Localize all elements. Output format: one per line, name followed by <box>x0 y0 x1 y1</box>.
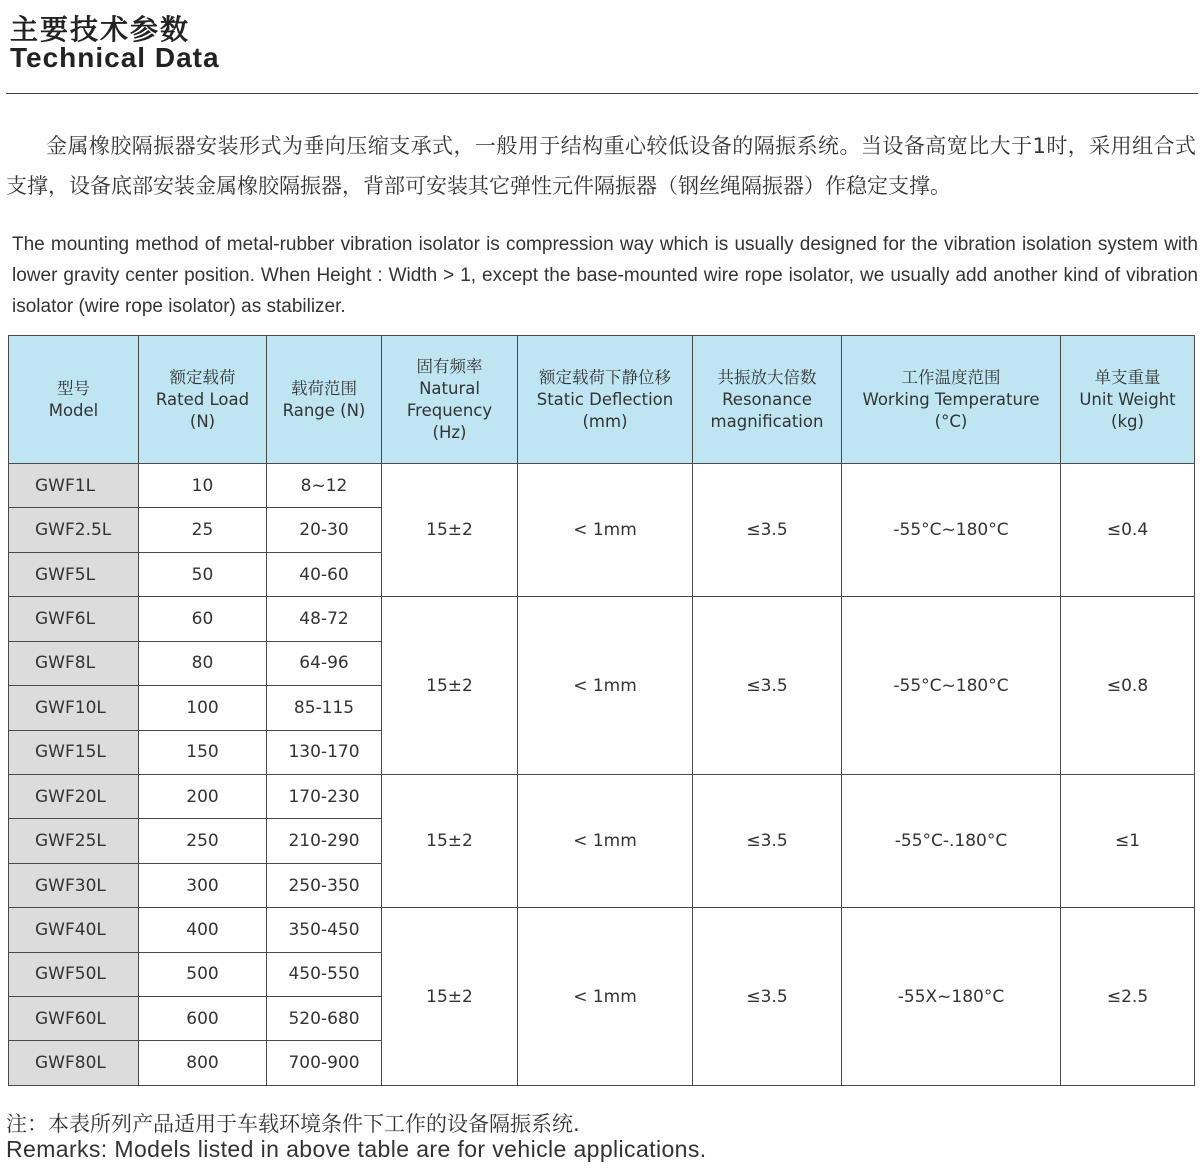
model-cell: GWF1L <box>9 464 139 508</box>
header-weight-en: Unit Weight <box>1079 389 1176 409</box>
header-model-en: Model <box>48 400 99 420</box>
header-frequency-en-2: Frequency <box>406 400 493 420</box>
header-weight-zh: 单支重量 <box>1094 367 1161 387</box>
rated-load-cell: 60 <box>139 597 267 641</box>
technical-data-table <box>8 335 1195 1086</box>
header-temperature-en: Working Temperature <box>862 389 1040 409</box>
rated-load-cell: 80 <box>139 641 267 685</box>
title-divider <box>6 93 1198 94</box>
range-cell: 48-72 <box>267 597 382 641</box>
table-row <box>9 597 1195 641</box>
deflection-cell: < 1mm <box>518 464 693 597</box>
model-cell: GWF25L <box>9 819 139 863</box>
temperature-cell: -55°C~180°C <box>842 597 1061 775</box>
deflection-cell: < 1mm <box>518 597 693 775</box>
rated-load-cell: 200 <box>139 774 267 818</box>
header-frequency-zh: 固有频率 <box>416 356 483 376</box>
frequency-cell: 15±2 <box>382 597 518 775</box>
model-cell: GWF50L <box>9 952 139 996</box>
header-deflection <box>518 336 693 464</box>
header-rated-load <box>139 336 267 464</box>
range-cell: 85-115 <box>267 686 382 730</box>
rated-load-cell: 300 <box>139 863 267 907</box>
header-resonance-en-2: magnification <box>710 411 824 431</box>
header-range-en: Range (N) <box>282 400 366 420</box>
resonance-cell: ≤3.5 <box>693 774 842 907</box>
header-frequency-en-1: Natural <box>419 378 480 398</box>
page-title-chinese: 主要技术参数 <box>10 13 191 46</box>
temperature-cell: -55°C-.180°C <box>842 774 1061 907</box>
range-cell: 8~12 <box>267 464 382 508</box>
resonance-cell: ≤3.5 <box>693 597 842 775</box>
header-frequency <box>382 336 518 464</box>
table-row <box>9 464 1195 508</box>
model-cell: GWF60L <box>9 997 139 1041</box>
weight-cell: ≤1 <box>1061 774 1195 907</box>
rated-load-cell: 600 <box>139 997 267 1041</box>
rated-load-cell: 10 <box>139 464 267 508</box>
resonance-cell: ≤3.5 <box>693 464 842 597</box>
range-cell: 700-900 <box>267 1041 382 1086</box>
table-row <box>9 774 1195 818</box>
intro-paragraph-chinese: 金属橡胶隔振器安装形式为垂向压缩支承式，一般用于结构重心较低设备的隔振系统。当设备高宽比大于1时，采用组合式 支撑，设备底部安装金属橡胶隔振器，背部可安装其它弹性元件隔振器（钢丝绳隔振器）作稳定支撑。 <box>6 134 1196 198</box>
range-cell: 450-550 <box>267 952 382 996</box>
model-cell: GWF30L <box>9 863 139 907</box>
rated-load-cell: 25 <box>139 508 267 552</box>
deflection-cell: < 1mm <box>518 774 693 907</box>
range-cell: 350-450 <box>267 908 382 952</box>
header-weight-unit: (kg) <box>1111 411 1144 431</box>
rated-load-cell: 500 <box>139 952 267 996</box>
page-title-english: Technical Data <box>10 42 220 73</box>
model-cell: GWF80L <box>9 1041 139 1086</box>
rated-load-cell: 150 <box>139 730 267 774</box>
remarks-chinese: 注：本表所列产品适用于车载环境条件下工作的设备隔振系统. <box>6 1112 580 1136</box>
header-rated-load-en: Rated Load <box>155 389 250 409</box>
weight-cell: ≤2.5 <box>1061 908 1195 1086</box>
header-temperature <box>842 336 1061 464</box>
frequency-cell: 15±2 <box>382 774 518 907</box>
frequency-cell: 15±2 <box>382 908 518 1086</box>
header-range-zh: 载荷范围 <box>291 378 357 398</box>
temperature-cell: -55X~180°C <box>842 908 1061 1086</box>
header-temperature-unit: (°C) <box>934 411 968 431</box>
header-weight <box>1061 336 1195 464</box>
model-cell: GWF2.5L <box>9 508 139 552</box>
intro-paragraph-english: The mounting method of metal-rubber vibration isolator is compression way which is usually designed for the vibration isolation system with lower gravity center position. When Height : Width > 1, except the base-mounted wire rope isolator, we usually add another kind of vibration isolator (wire rope isolator) as stabilizer. <box>12 234 1198 317</box>
deflection-cell: < 1mm <box>518 908 693 1086</box>
rated-load-cell: 50 <box>139 552 267 596</box>
range-cell: 170-230 <box>267 774 382 818</box>
table-header-row <box>9 336 1195 464</box>
range-cell: 520-680 <box>267 997 382 1041</box>
range-cell: 250-350 <box>267 863 382 907</box>
model-cell: GWF5L <box>9 552 139 596</box>
model-cell: GWF10L <box>9 686 139 730</box>
header-rated-load-unit: (N) <box>189 411 216 431</box>
range-cell: 40-60 <box>267 552 382 596</box>
header-resonance-zh: 共振放大倍数 <box>717 367 817 387</box>
rated-load-cell: 250 <box>139 819 267 863</box>
weight-cell: ≤0.8 <box>1061 597 1195 775</box>
range-cell: 64-96 <box>267 641 382 685</box>
header-model-zh: 型号 <box>57 378 90 398</box>
table-row <box>9 908 1195 952</box>
range-cell: 20-30 <box>267 508 382 552</box>
weight-cell: ≤0.4 <box>1061 464 1195 597</box>
model-cell: GWF40L <box>9 908 139 952</box>
header-deflection-unit: (mm) <box>582 411 628 431</box>
header-rated-load-zh: 额定载荷 <box>169 367 236 387</box>
frequency-cell: 15±2 <box>382 464 518 597</box>
header-deflection-en: Static Deflection <box>536 389 674 409</box>
header-temperature-zh: 工作温度范围 <box>901 367 1001 387</box>
header-resonance-en-1: Resonance <box>722 389 812 409</box>
header-deflection-zh: 额定载荷下静位移 <box>539 367 671 387</box>
remarks-english: Remarks: Models listed in above table are for vehicle applications. <box>6 1136 707 1162</box>
header-frequency-unit: (Hz) <box>432 422 467 442</box>
rated-load-cell: 800 <box>139 1041 267 1086</box>
range-cell: 130-170 <box>267 730 382 774</box>
model-cell: GWF20L <box>9 774 139 818</box>
header-resonance <box>693 336 842 464</box>
header-range <box>267 336 382 464</box>
rated-load-cell: 400 <box>139 908 267 952</box>
model-cell: GWF6L <box>9 597 139 641</box>
model-cell: GWF8L <box>9 641 139 685</box>
header-model <box>9 336 139 464</box>
resonance-cell: ≤3.5 <box>693 908 842 1086</box>
model-cell: GWF15L <box>9 730 139 774</box>
rated-load-cell: 100 <box>139 686 267 730</box>
temperature-cell: -55°C~180°C <box>842 464 1061 597</box>
range-cell: 210-290 <box>267 819 382 863</box>
